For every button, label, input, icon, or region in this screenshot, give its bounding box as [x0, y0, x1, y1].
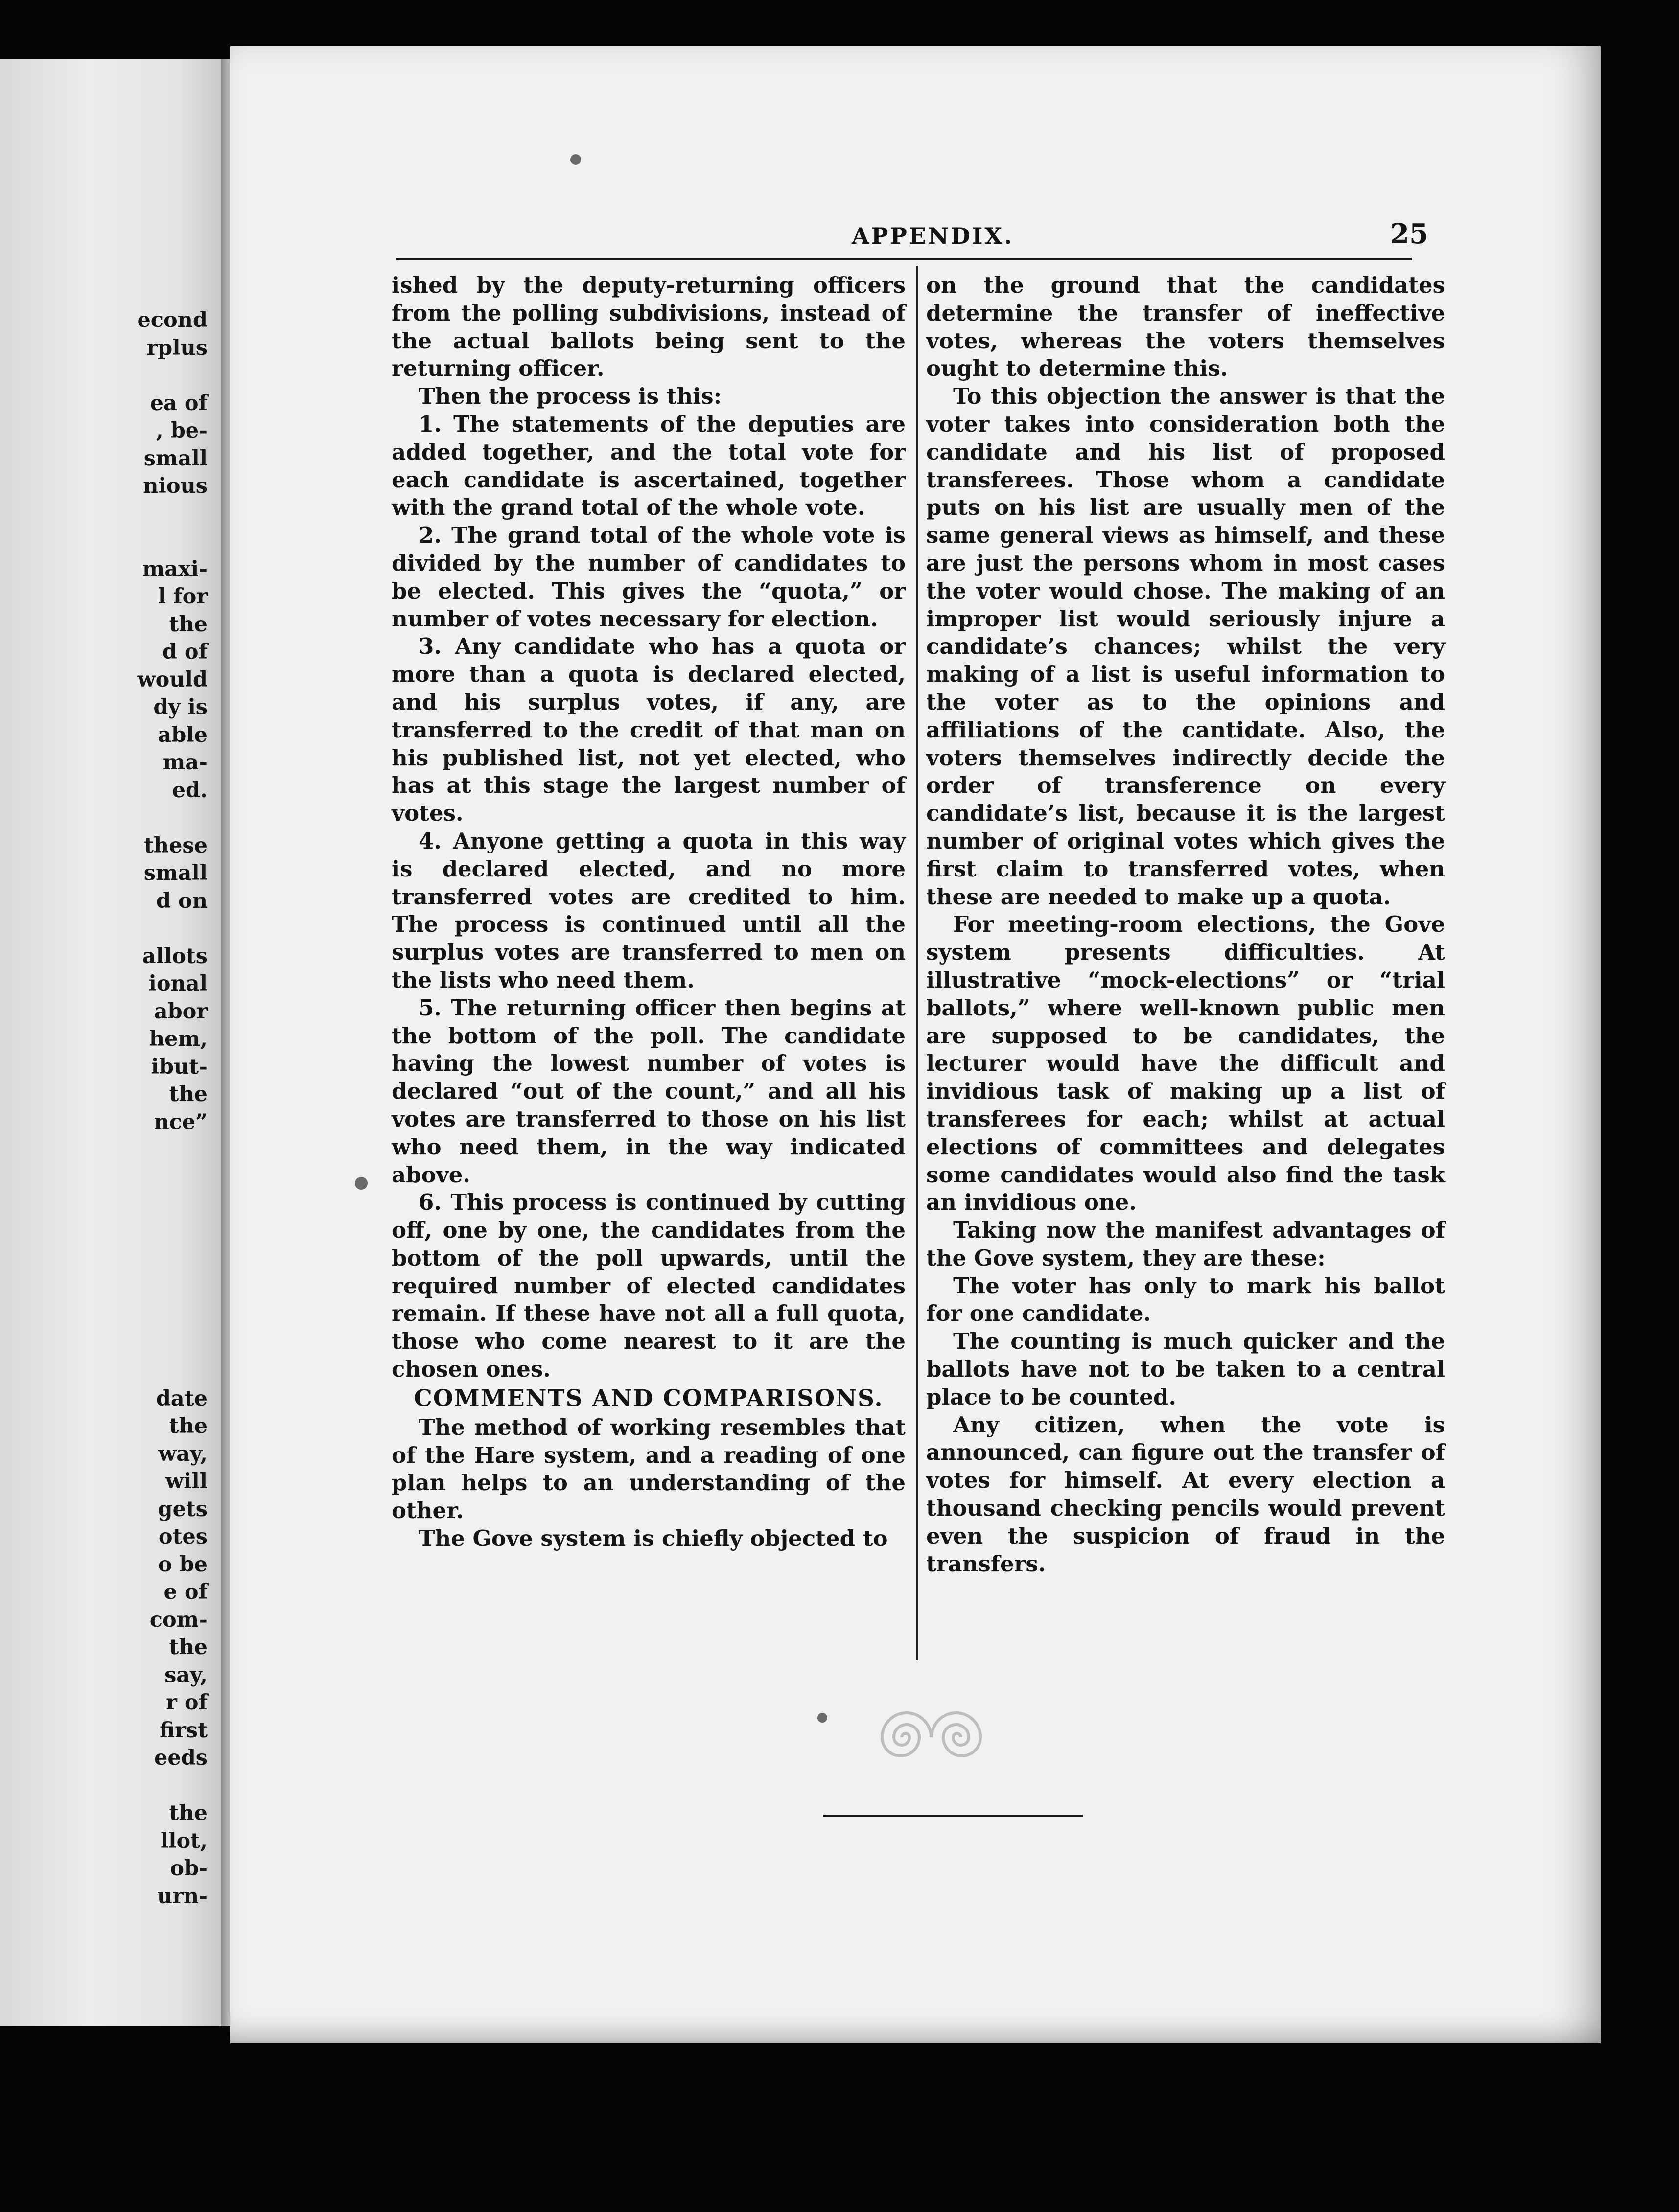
facing-page-line: ma-: [163, 750, 208, 775]
running-title: APPENDIX.: [852, 223, 1014, 249]
left-text-column: [392, 272, 906, 1553]
facing-page-line: ibut-: [151, 1054, 208, 1079]
facing-page-line: small: [143, 861, 208, 885]
facing-page-line: the: [169, 1414, 208, 1438]
section-heading: COMMENTS AND COMPARISONS.: [414, 1384, 884, 1412]
facing-page-line: first: [160, 1718, 208, 1743]
facing-page-line: rplus: [146, 335, 208, 360]
facing-page-line: ional: [148, 971, 208, 996]
facing-page-line: urn-: [157, 1884, 208, 1909]
paragraph-method: The method of working resembles that of the Hare system, and a reading of one plan helps to an understanding of the other.: [392, 1414, 906, 1524]
facing-page-line: maxi-: [142, 556, 208, 581]
paragraph-objection-start: The Gove system is chiefly objected to: [419, 1525, 888, 1552]
paragraph-process-intro: Then the process is this:: [419, 383, 722, 410]
facing-page-line: able: [158, 722, 208, 747]
paragraph-step-3: 3. Any candidate who has a quota or more than a quota is declared elected, and his surplus votes, if any, are transferred to the credit of that man on his published list, not yet elected, who has at this stage the largest number of votes.: [392, 633, 906, 827]
facing-page-line: the: [169, 612, 208, 637]
facing-page-line: the: [169, 1801, 208, 1825]
header-rule: [396, 258, 1412, 260]
tail-rule: [823, 1815, 1083, 1817]
facing-page-line: e of: [163, 1580, 208, 1604]
page-number: 25: [1390, 218, 1428, 250]
paragraph-advantages-intro: Taking now the manifest advantages of the Gove system, they are these:: [926, 1217, 1445, 1271]
facing-page-line: abor: [154, 999, 208, 1024]
facing-page-line: these: [143, 833, 208, 858]
facing-page-line: ob-: [170, 1856, 208, 1881]
facing-page-line: will: [165, 1469, 208, 1494]
facing-page-line: otes: [158, 1524, 208, 1549]
facing-page-line: , be-: [156, 418, 208, 443]
facing-page-line: the: [169, 1635, 208, 1659]
print-speck: [570, 154, 581, 165]
facing-page-line: d of: [162, 640, 208, 664]
facing-page-line: r of: [166, 1690, 208, 1715]
print-speck: [817, 1713, 827, 1723]
paragraph-advantage-3: Any citizen, when the vote is announced, can figure out the transfer of votes for himself. At every election a thousand checking pencils would prevent even the suspicion of fraud in the transfers.: [926, 1411, 1445, 1577]
facing-page-line: ea of: [150, 391, 208, 415]
facing-page-line: l for: [158, 584, 208, 609]
facing-page-line: dy is: [153, 695, 208, 719]
paragraph-step-2: 2. The grand total of the whole vote is divided by the number of candidates to be elected. This gives the “quota,” or number of votes necessary for election.: [392, 522, 906, 632]
paragraph-meeting-room: For meeting-room elections, the Gove system presents difficulties. At illustrative “mock-elections” or “trial ballots,” where well-known public men are supposed to be candidates, the lecturer would have the difficult and invidious task of making up a list of transferees for each; whilst at actual elections of committees and delegates some candidates would also find the task an invidious one.: [926, 911, 1445, 1216]
spiral-ornament-icon: [852, 1701, 1013, 1774]
facing-page-line: hem,: [149, 1027, 208, 1051]
facing-page-left: [0, 59, 221, 2026]
facing-page-line: llot,: [160, 1828, 208, 1853]
facing-page-line: small: [143, 446, 208, 471]
facing-page-line: ed.: [172, 778, 208, 803]
paragraph-step-5: 5. The returning officer then begins at the bottom of the poll. The candidate having the lowest number of votes is declared “out of the count,” and all his votes are transferred to those on his list who need them, in the way indicated above.: [392, 994, 906, 1188]
facing-page-line: date: [156, 1386, 208, 1411]
facing-page-line: com-: [149, 1607, 208, 1632]
facing-page-line: gets: [158, 1497, 208, 1521]
print-speck: [355, 1177, 368, 1190]
facing-page-line: would: [137, 667, 208, 692]
facing-page-line: econd: [137, 308, 208, 332]
paragraph-continued: ished by the deputy-returning officers from the polling subdivisions, instead of the actual ballots being sent to the returning officer.: [392, 272, 906, 382]
page-25: [230, 46, 1601, 2043]
paragraph-advantage-2: The counting is much quicker and the ballots have not to be taken to a central place to be counted.: [926, 1328, 1445, 1410]
facing-page-line: the: [169, 1082, 208, 1106]
paragraph-step-1: 1. The statements of the deputies are added together, and the total vote for each candidate is ascertained, together with the grand total of the whole vote.: [392, 411, 906, 521]
right-text-column: [926, 272, 1445, 1578]
paragraph-step-6: 6. This process is continued by cutting off, one by one, the candidates from the bottom of the poll upwards, until the required number of elected candidates remain. If these have not all a full quota, those who come nearest to it are the chosen ones.: [392, 1189, 906, 1382]
facing-page-line: allots: [142, 944, 208, 968]
facing-page-line: nce”: [154, 1109, 208, 1134]
facing-page-line: way,: [158, 1441, 208, 1466]
column-divider: [916, 266, 918, 1660]
facing-page-line: say,: [164, 1662, 208, 1687]
facing-page-line: d on: [156, 888, 208, 913]
facing-page-line: o be: [158, 1552, 208, 1577]
paragraph-step-4: 4. Anyone getting a quota in this way is declared elected, and no more transferred votes are credited to him. The process is continued until all the surplus votes are transferred to men on the lists who need them.: [392, 828, 906, 993]
paragraph-advantage-1: The voter has only to mark his ballot for one candidate.: [926, 1272, 1445, 1327]
facing-page-line: eeds: [154, 1746, 208, 1770]
facing-page-line: nious: [143, 474, 208, 498]
paragraph-objection-continued: on the ground that the candidates determine the transfer of ineffective votes, whereas the voters themselves ought to determine this.: [926, 272, 1445, 382]
paragraph-answer: To this objection the answer is that the voter takes into consideration both the candidate and his list of proposed transferees. Those whom a candidate puts on his list are usually men of the same general views as himself, and these are just the persons whom in most cases the voter would chose. The making of an improper list would seriously injure a candidate’s chances; whilst the very making of a list is useful information to the voter as to the opinions and affiliations of the cantidate. Also, the voters themselves indirectly decide the order of transference on every candidate’s list, because it is the largest number of original votes which gives the first claim to transferred votes, when these are needed to make up a quota.: [926, 383, 1445, 910]
